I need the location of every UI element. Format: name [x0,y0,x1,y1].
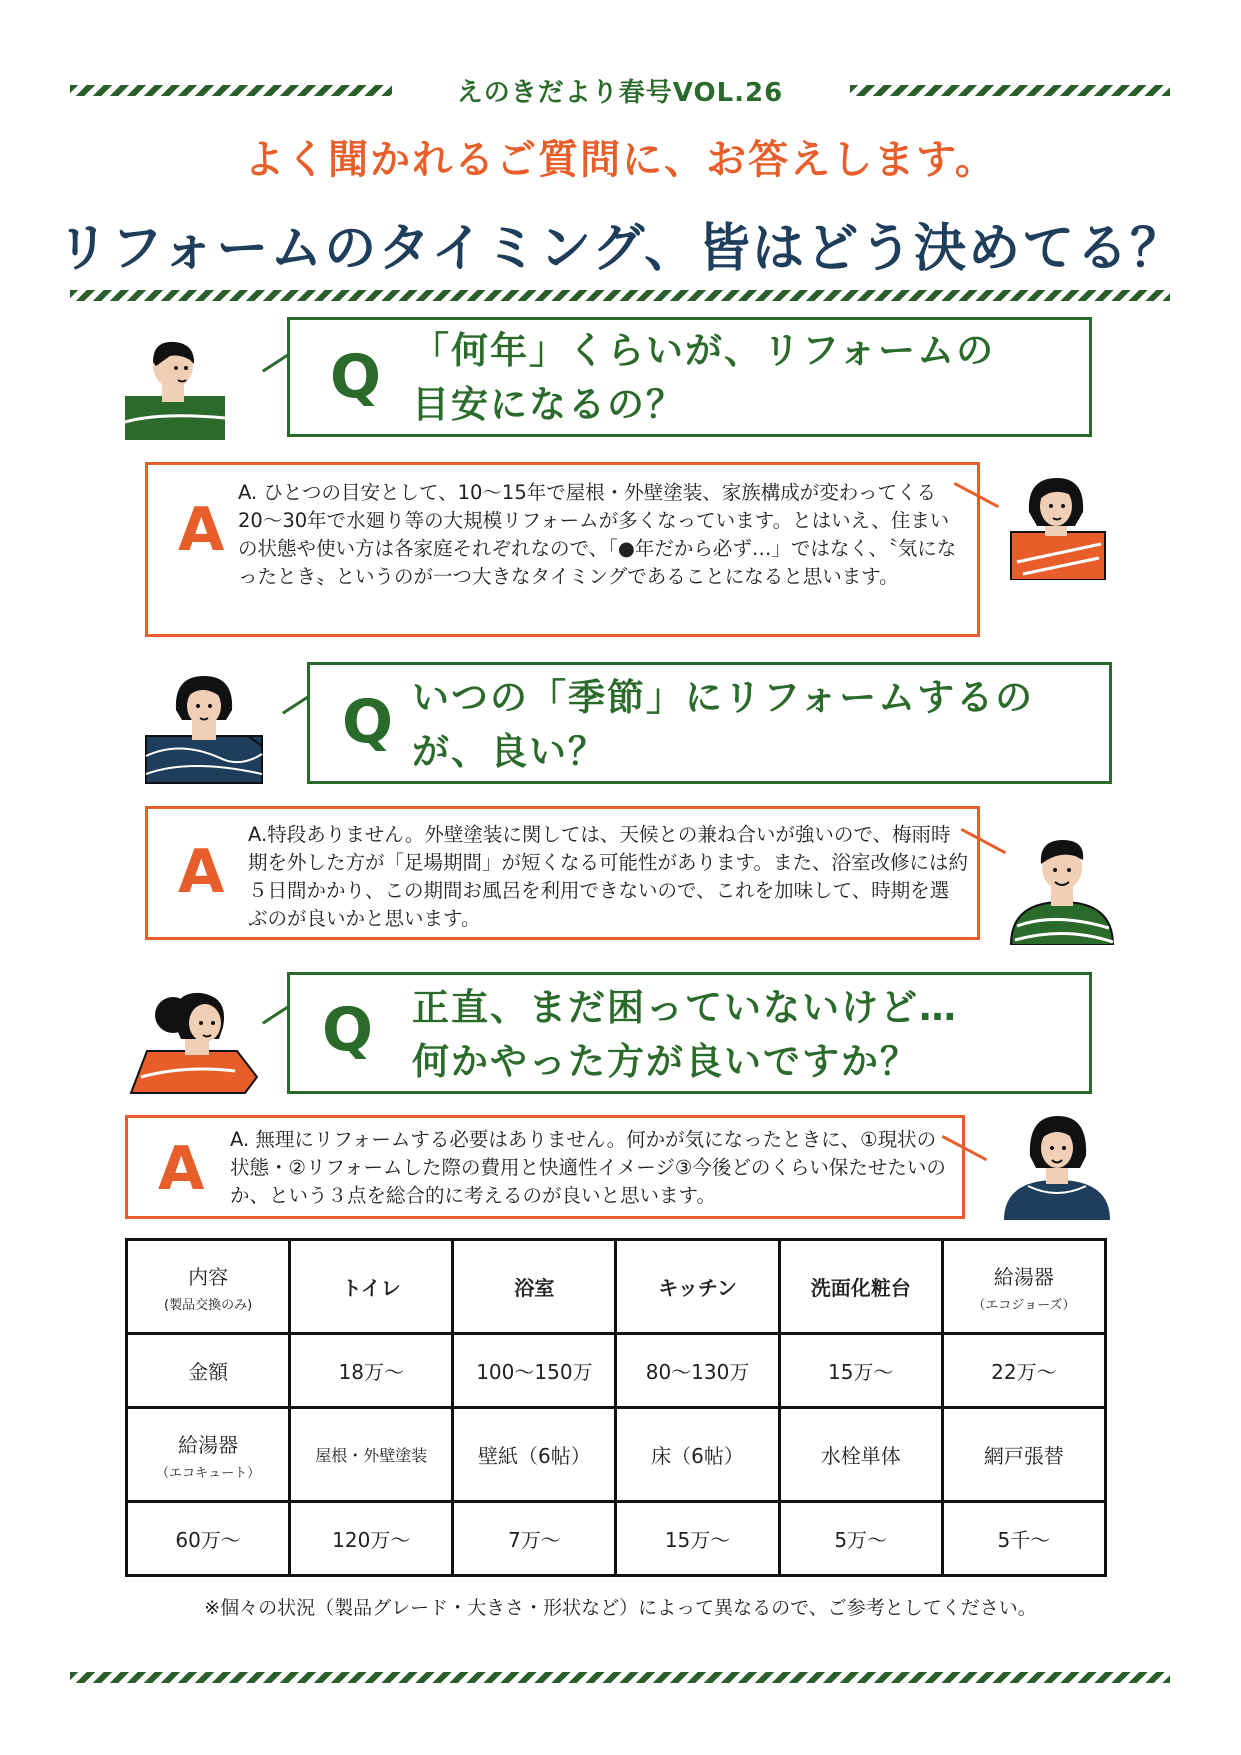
page-subtitle: よく聞かれるご質問に、お答えします。 [244,137,997,183]
footer-stripe [70,1672,1170,1683]
woman-illustration [1003,470,1113,580]
table-row [127,1240,1106,1334]
table-cell: 15万〜 [616,1502,779,1576]
question-text: 「何年」くらいが、リフォームの 目安になるの？ [412,329,996,426]
answer-2-box [145,806,980,940]
table-cell: 120万〜 [290,1502,453,1576]
table-cell: 網戸張替 [942,1408,1105,1502]
table-row [127,1502,1106,1576]
table-cell: トイレ [290,1240,453,1334]
question-text: 正直、まだ困っていないけど… 何かやった方が良いですか？ [412,986,958,1083]
q-mark: Q [322,995,374,1065]
question-3-box [287,972,1092,1094]
table-row [127,1408,1106,1502]
table-cell: 100〜150万 [453,1334,616,1408]
a-mark: A [178,495,225,565]
footnote: ※個々の状況（製品グレード・大きさ・形状など）によって異なるので、ご参考としてください。 [204,1597,1037,1619]
table-cell: 5千〜 [942,1502,1105,1576]
table-cell: 給湯器 （エコジョーズ） [942,1240,1105,1334]
table-cell: 給湯器 （エコキュート） [127,1408,290,1502]
header-stripe-right [850,85,1170,96]
q-mark: Q [330,342,382,412]
table-cell: 22万〜 [942,1334,1105,1408]
question-text: いつの「季節」にリフォームするの が、良い？ [412,676,1035,773]
table-cell: 水栓単体 [779,1408,942,1502]
table-cell: 浴室 [453,1240,616,1334]
table-cell: キッチン [616,1240,779,1334]
answer-text: A. ひとつの目安として、10〜15年で屋根・外壁塗装、家族構成が変わってくる20〜30年で水廻り等の大規模リフォームが多くなっています。とはいえ、住まいの状態や使い方は各家庭それぞれなので、「●年だから必ず…」ではなく、〝気になったとき〟というのが一つ大きなタイミングであることになると思います。 [238,481,957,588]
a-mark: A [178,837,225,907]
table-cell: 60万〜 [127,1502,290,1576]
table-cell: 金額 [127,1334,290,1408]
table-cell: 5万〜 [779,1502,942,1576]
table-cell: 屋根・外壁塗装 [290,1408,453,1502]
woman-with-bun-illustration [125,985,265,1095]
header-stripe-left [70,85,392,96]
man-illustration [120,330,230,440]
table-cell: 内容 (製品交換のみ) [127,1240,290,1334]
question-2-box [307,662,1112,784]
price-table [125,1238,1107,1577]
woman-with-bob-illustration [140,670,270,785]
issue-label: えのきだより春号VOL.26 [456,78,784,108]
table-cell: 壁紙（6帖） [453,1408,616,1502]
answer-text: A.特段ありません。外壁塗装に関しては、天候との兼ね合いが強いので、梅雨時期を外した方が「足場期間」が短くなる可能性があります。また、浴室改修には約５日間かかり、この期間お風呂を利用できないので、これを加味して、時期を選ぶのが良いかと思います。 [248,823,968,930]
table-cell: 15万〜 [779,1334,942,1408]
answer-3-box [125,1115,965,1219]
table-cell: 7万〜 [453,1502,616,1576]
question-1-box [287,317,1092,437]
page-title: リフォームのタイミング、皆はどう決めてる？ [56,219,1185,279]
table-row [127,1334,1106,1408]
table-cell: 18万〜 [290,1334,453,1408]
q-mark: Q [342,687,394,757]
a-mark: A [158,1134,205,1204]
answer-text: A. 無理にリフォームする必要はありません。何かが気になったときに、①現状の状態・②リフォームした際の費用と快適性イメージ③今後どのくらい保たせたいのか、という３点を総合的に考えるのが良いと思います。 [230,1128,946,1207]
title-divider-stripe [70,290,1170,301]
smiling-woman-illustration [1000,1110,1115,1220]
answer-1-box [145,462,980,637]
table-cell: 80〜130万 [616,1334,779,1408]
table-cell: 床（6帖） [616,1408,779,1502]
smiling-man-illustration [1005,830,1120,945]
table-cell: 洗面化粧台 [779,1240,942,1334]
